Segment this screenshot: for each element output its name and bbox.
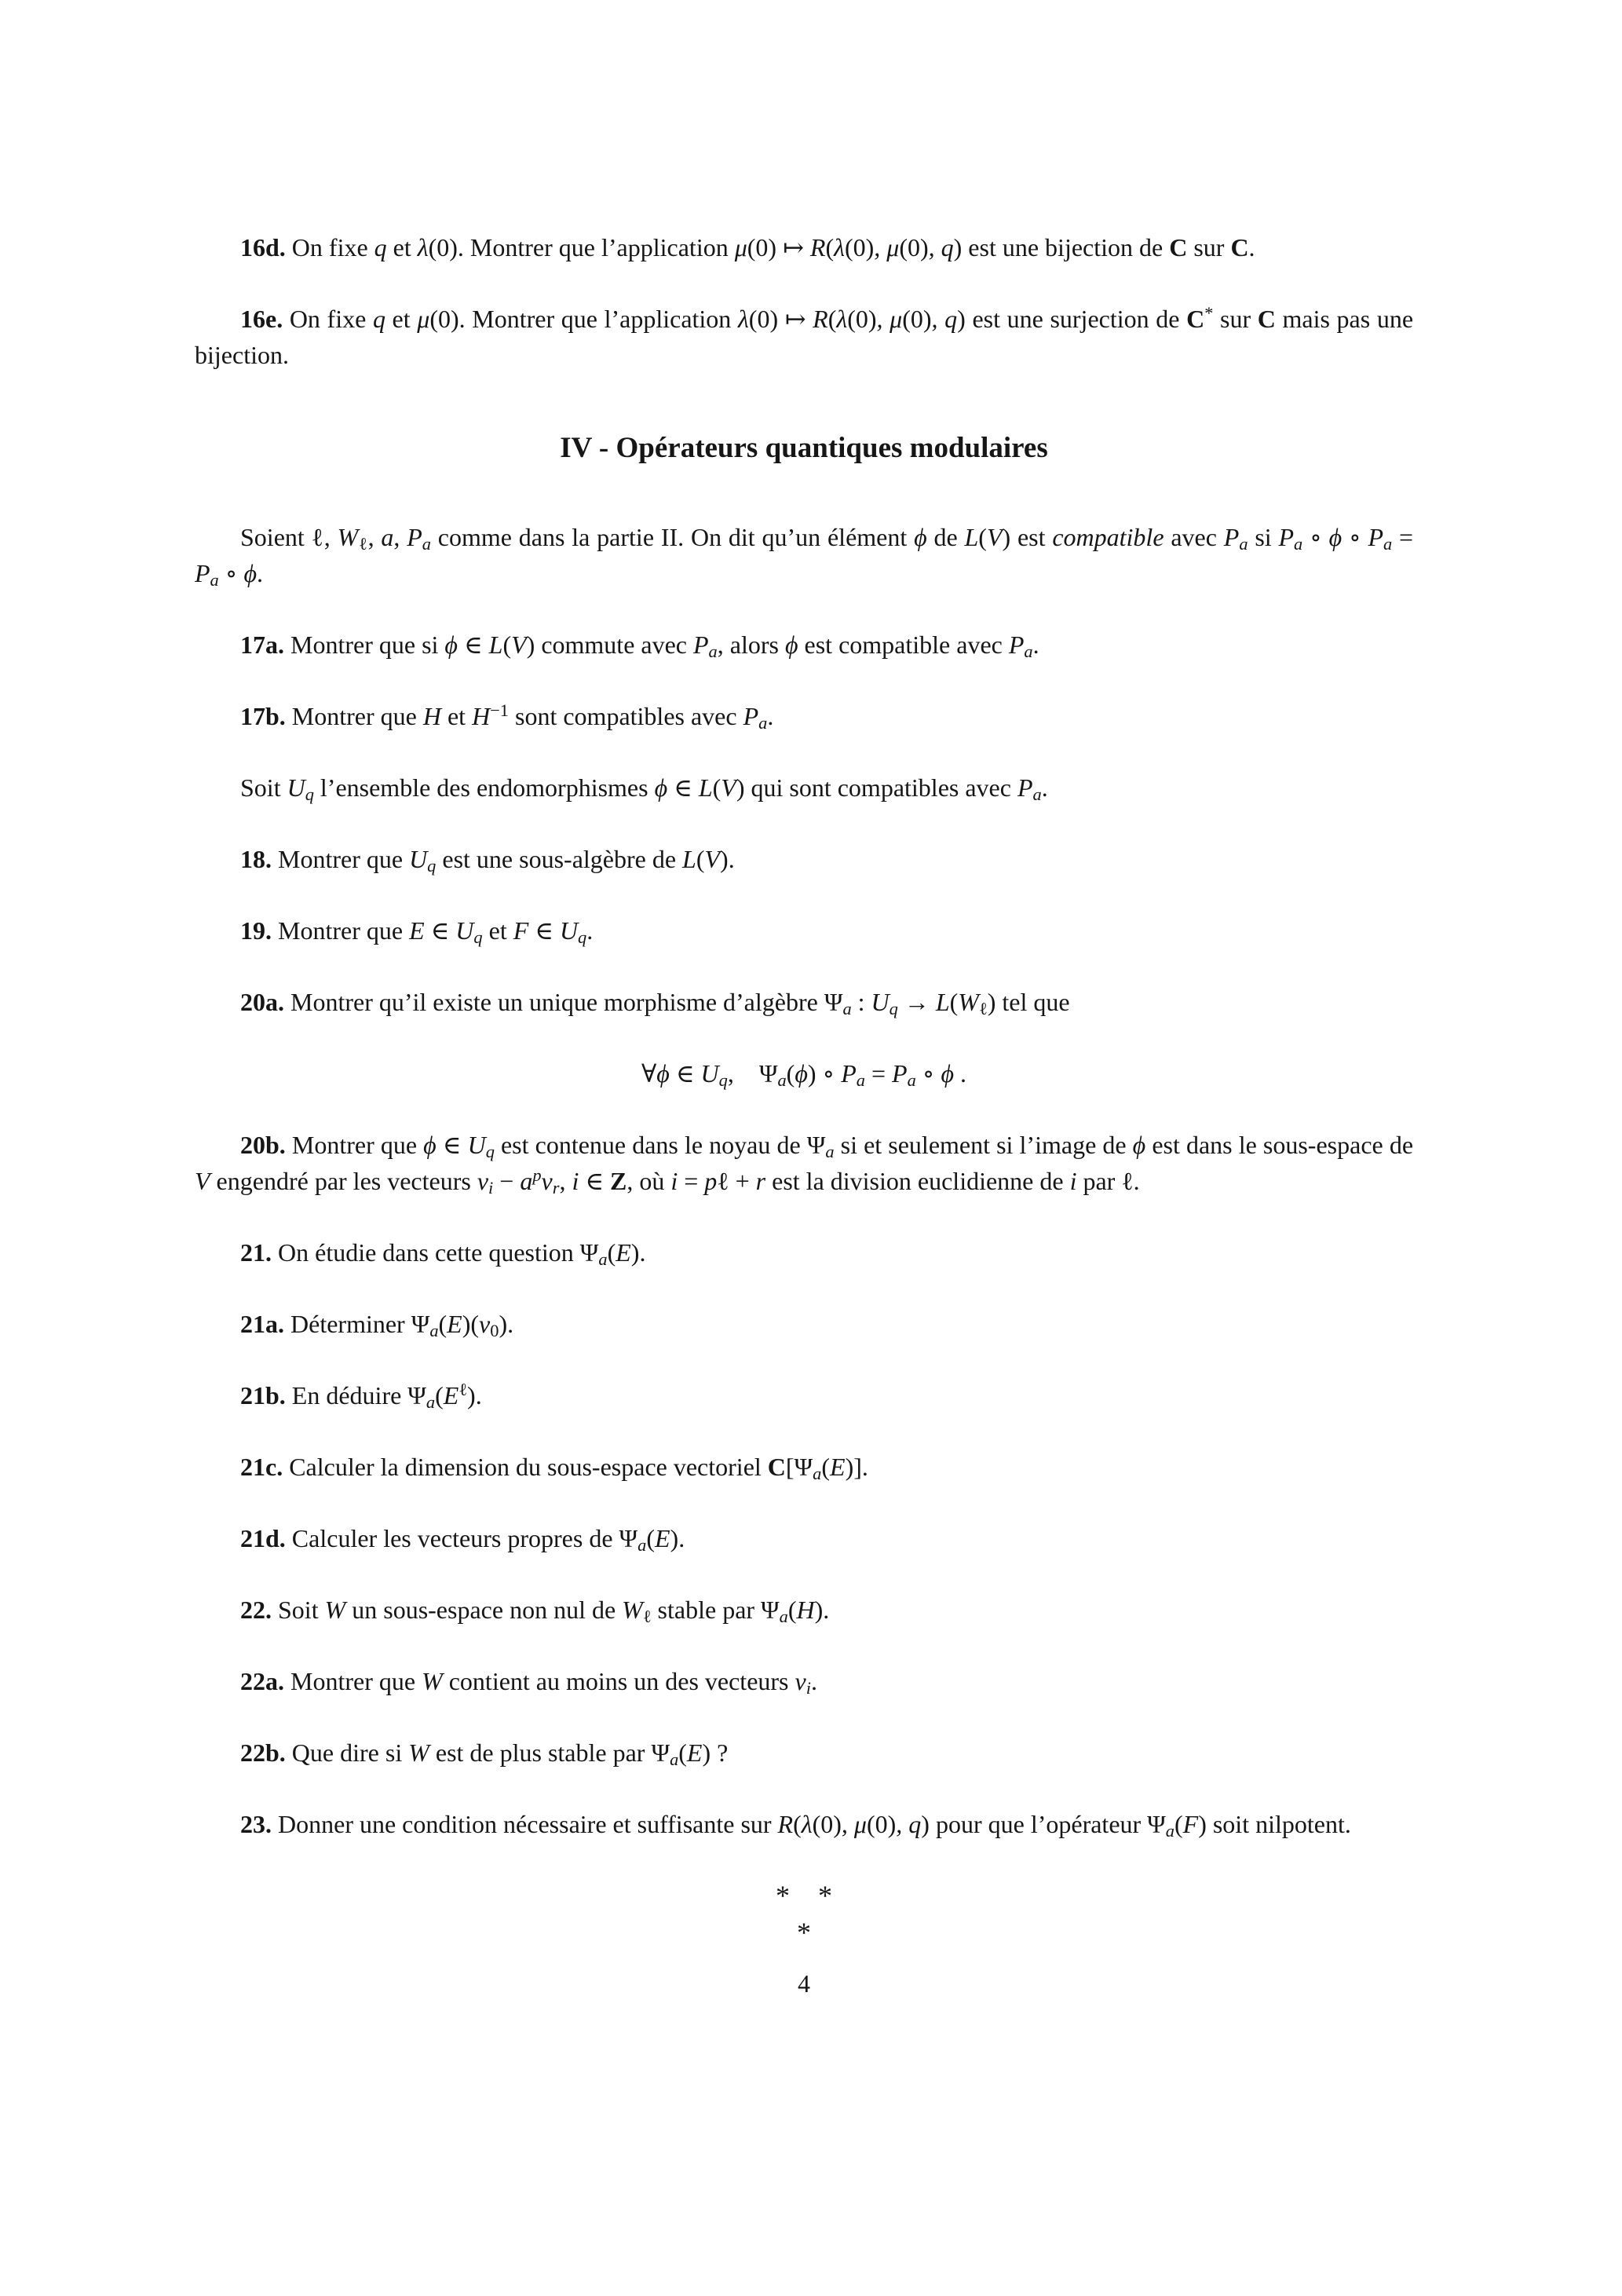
question-16d: 16d. On fixe q et λ(0). Montrer que l’application μ(0) ↦ R(λ(0), μ(0), q) est une bijection de C sur C. [240,233,1255,261]
question-17b: 17b. Montrer que H et $H^{-1}$ sont compatibles avec $P_a$. [240,700,774,733]
question-19: 19. Montrer que E ∈ $U_q$ et F ∈ $U_q$. [240,916,594,947]
question-22a: 22a. Montrer que W contient au moins un des vecteurs $v_i$. [240,1667,817,1698]
question-23: 23. Donner une condition nécessaire et suffisante sur R(λ(0), μ(0), q) pour que l’opérateur $\Psi_a(F)$ soit nilpotent. [240,1810,1351,1841]
question-18: 18. Montrer que $U_q$ est une sous-algèbre de L(V). [240,845,735,876]
definition-uq: Soit $U_q$ l’ensemble des endomorphismes ϕ ∈ L(V) qui sont compatibles avec $P_a$. [240,773,1048,804]
display-formula-20a: ∀ϕ ∈ $U_q$, $\Psi_a(\phi)$ ∘ $P_a = P_a$ ∘ ϕ . [641,1059,967,1090]
question-21c: 21c. Calculer la dimension du sous-espace vectoriel $C[\Psi_a(E)]$. [240,1453,868,1483]
question-16e: 16e. On fixe q et μ(0). Montrer que l’application λ(0) ↦ R(λ(0), μ(0), q) est une surjection de C* sur C mais pas une bijection. [195,302,1414,369]
question-22b: 22b. Que dire si W est de plus stable par $\Psi_a(E)$ ? [240,1738,729,1769]
question-22: 22. Soit W un sous-espace non nul de $W_\ell$ stable par $\Psi_a(H)$. [240,1596,830,1626]
question-20a: 20a. Montrer qu’il existe un unique morphisme d’algèbre $\Psi_a$ : $U_q \to L(W_\ell)$ tel que [240,988,1070,1018]
question-21b: 21b. En déduire $\Psi_a(E^\ell)$. [240,1379,482,1412]
question-20b: 20b. Montrer que ϕ ∈ $U_q$ est contenue dans le noyau de $\Psi_a$ si et seulement si l’image de ϕ est dans le sous-espace de V engendré par les vecteurs $v_i - a^pv_r$, i ∈ Z, où i = pℓ + r est la division euclidienne de i par ℓ. [195,1131,1414,1197]
question-17a: 17a. Montrer que si ϕ ∈ L(V) commute avec $P_a$, alors ϕ est compatible avec $P_a$. [240,631,1039,661]
question-21d: 21d. Calculer les vecteurs propres de $\Psi_a(E)$. [240,1524,685,1555]
intro-compatible-definition: Soient ℓ, $W_\ell$, a, $P_a$ comme dans la partie II. On dit qu’un élément ϕ de L(V) est compatible avec $P_a$ si $P_a$ ∘ ϕ ∘ $P_a = P_a$ ∘ ϕ. [195,523,1414,590]
star-separator: * * * [776,1880,832,1948]
page-number: 4 [798,1969,810,1998]
question-21: 21. On étudie dans cette question $\Psi_a(E)$. [240,1238,646,1269]
text-block [195,229,1413,2002]
section-heading: IV - Opérateurs quantiques modulaires [560,432,1048,464]
question-21a: 21a. Déterminer $\Psi_a(E)(v_0)$. [240,1310,514,1340]
